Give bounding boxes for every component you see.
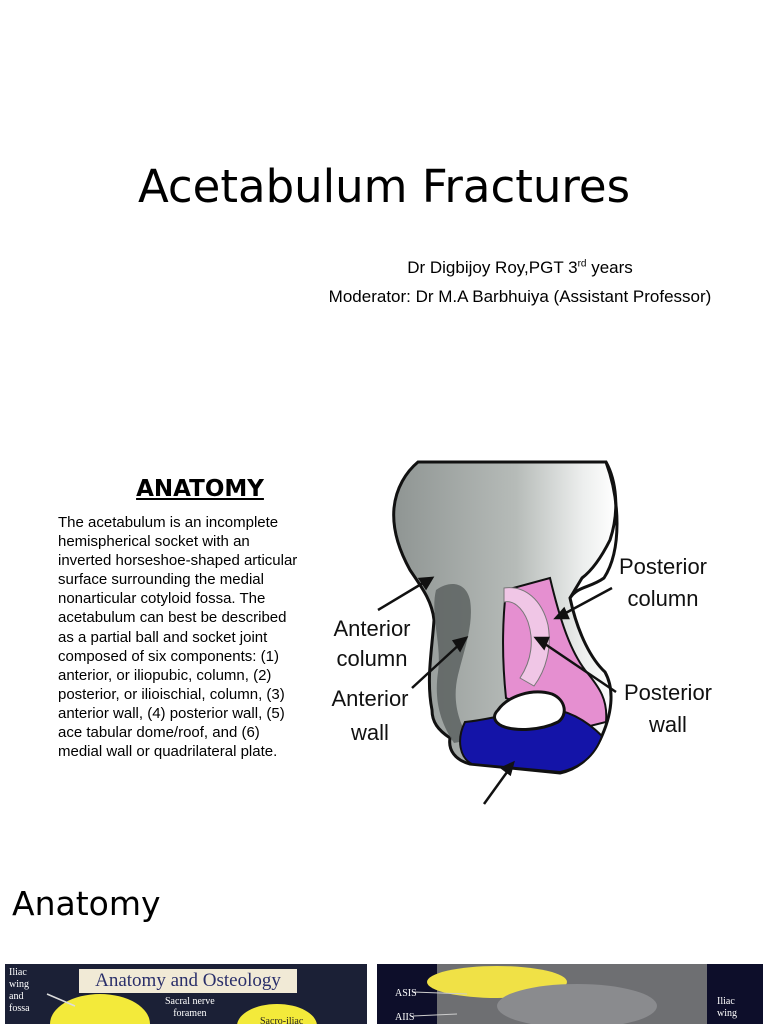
label-posterior-column-1: Posterior	[618, 554, 708, 579]
label-posterior-column-2: column	[627, 586, 699, 611]
surface-anatomy-thumbnail	[377, 964, 763, 1024]
surface-anatomy-art	[377, 964, 763, 1024]
anatomy-description: The acetabulum is an incomplete hemispherical socket with an inverted horseshoe-shaped articular surface surrounding the medial nonarticular cotyloid fossa. The acetabulum can best be described as a partial ball and socket joint composed of six components: (1) anterior, or iliopubic, column, (2) posterior, or ilioischial, column, (3) anterior wall, (4) posterior wall, (5) ace tabular dome/roof, and (6) medial wall or quadrilateral plate.	[58, 514, 298, 761]
label-sacro-iliac: Sacro-iliac	[260, 1016, 304, 1024]
thumbnail-heading: Anatomy and Osteology	[79, 969, 297, 993]
author-line	[300, 258, 740, 278]
label-iliac-wing-right: Iliac wing	[717, 996, 737, 1019]
section-title: Anatomy	[12, 884, 161, 923]
author-suffix: years	[586, 258, 633, 277]
label-posterior-wall-1: Posterior	[623, 680, 713, 705]
page-title: Acetabulum Fractures	[137, 160, 631, 213]
label-anterior-wall-2: wall	[351, 720, 389, 745]
label-sacral-foramen: Sacral nerve foramen	[165, 996, 215, 1019]
author-superscript: rd	[577, 258, 587, 270]
medial-wall-arrow	[484, 768, 510, 804]
anterior-column-arrow	[378, 580, 428, 610]
label-anterior-wall-1: Anterior	[331, 686, 409, 711]
label-posterior-wall-2: wall	[649, 712, 687, 737]
label-aiis: AIIS	[395, 1012, 415, 1023]
moderator-line: Moderator: Dr M.A Barbhuiya (Assistant Professor)	[328, 287, 712, 306]
label-anterior-column-2: column	[336, 646, 408, 671]
bone-shape	[50, 994, 150, 1024]
anatomy-heading: ANATOMY	[136, 476, 264, 502]
label-iliac-wing: Iliac wing and fossa	[9, 967, 30, 1014]
osteology-thumbnail	[5, 964, 367, 1024]
acetabulum-diagram	[320, 460, 730, 805]
label-anterior-column-1: Anterior	[333, 616, 411, 641]
label-asis: ASIS	[395, 988, 417, 999]
author-name: Dr Digbijoy Roy,PGT 3	[407, 258, 578, 277]
